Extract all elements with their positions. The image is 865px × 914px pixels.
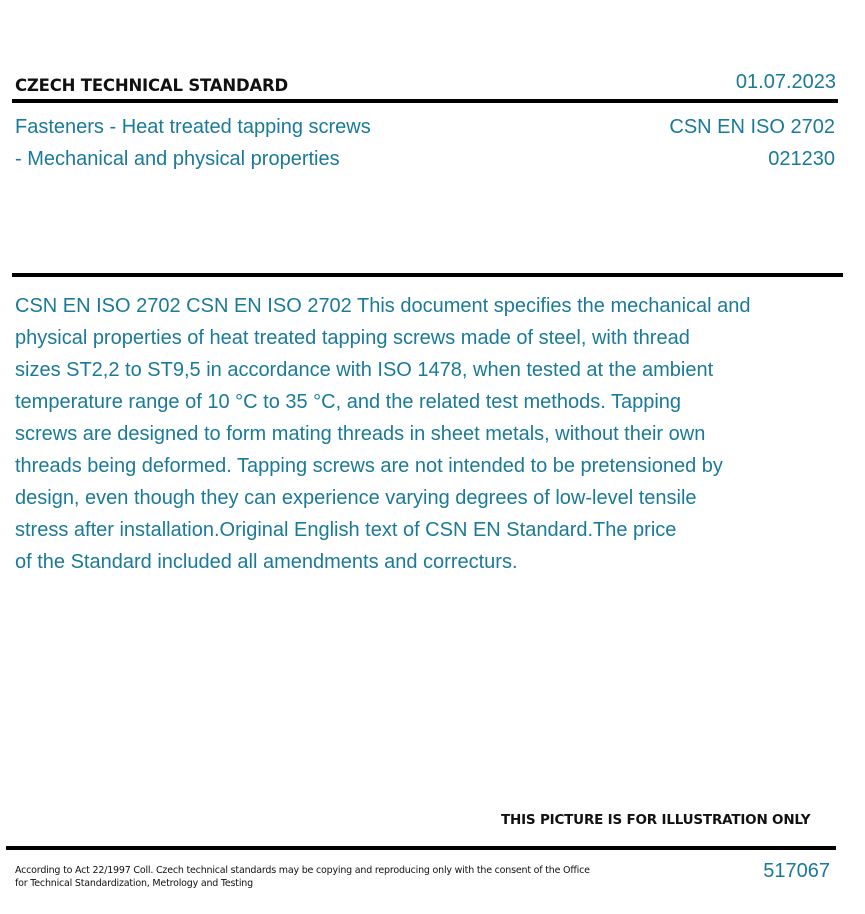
bottom-divider	[6, 846, 836, 850]
publication-date: 01.07.2023	[735, 71, 836, 93]
document-title-line-1: Fasteners - Heat treated tapping screws	[15, 116, 371, 138]
legal-notice: According to Act 22/1997 Coll. Czech technical standards may be copying and reproducing only with the consent of the Office for Technical Standardization, Metrology and Testing	[15, 865, 590, 889]
standard-type-heading: CZECH TECHNICAL STANDARD	[15, 76, 289, 95]
document-abstract: CSN EN ISO 2702 CSN EN ISO 2702 This document specifies the mechanical and physical properties of heat treated tapping screws made of steel, with thread sizes ST2,2 to ST9,5 in accordance with ISO 1478, when tested at the ambient temperature range of 10 °C to 35 °C, and the related test methods. Tapping screws are designed to form mating threads in sheet metals, without their own threads being deformed. Tapping screws are not intended to be pretensioned by design, even though they can experience varying degrees of low-level tensile stress after installation.Original English text of CSN EN Standard.The price of the Standard included all amendments and correcturs.	[15, 295, 751, 573]
document-title-line-2: - Mechanical and physical properties	[15, 148, 340, 170]
standard-designation: CSN EN ISO 2702	[669, 116, 835, 138]
middle-divider	[12, 273, 843, 277]
illustration-notice: THIS PICTURE IS FOR ILLUSTRATION ONLY	[501, 812, 811, 828]
catalog-number: 517067	[763, 860, 830, 882]
classification-code: 021230	[768, 148, 835, 170]
top-divider	[12, 99, 838, 103]
